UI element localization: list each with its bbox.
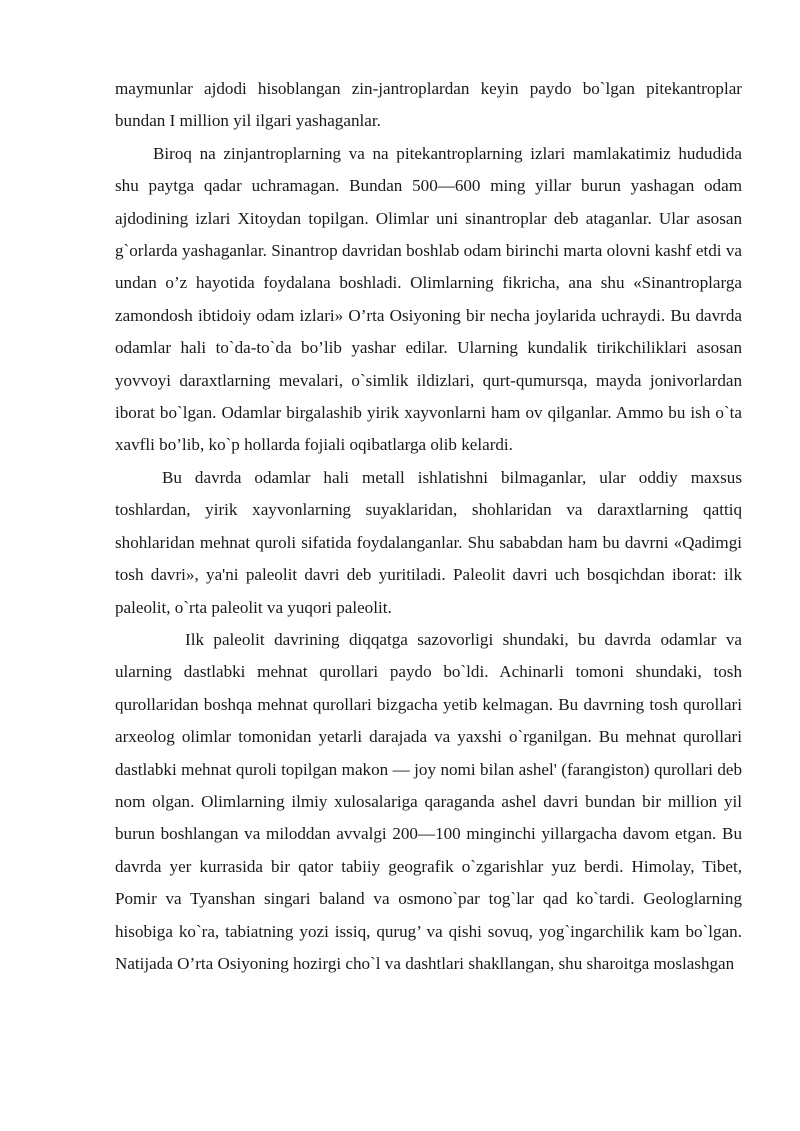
paragraph-4: Ilk paleolit davrining diqqatga sazovorligi shundaki, bu davrda odamlar va ularning dastlabki mehnat qurollari paydo bo`ldi. Achinarli tomoni shundaki, tosh qurollaridan boshqa mehnat qurollari bizgacha yetib kelmagan. Bu davrning tosh qurollari arxeolog olimlar tomonidan yetarli darajada va yaxshi o`rganilgan. Bu mehnat qurollari dastlabki mehnat quroli topilgan makon — joy nomi bilan ashel' (farangiston) qurollari deb nom olgan. Olimlarning ilmiy xulosalariga qaraganda ashel davri bundan bir million yil burun boshlangan va miloddan avvalgi 200—100 minginchi yillargacha davom etgan. Bu davrda yer kurrasida bir qator tabiiy geografik o`zgarishlar yuz berdi. Himolay, Tibet, Pomir va Tyanshan singari baland va osmono`par tog`lar qad ko`tardi. Geologlarning hisobiga ko`ra, tabiatning yozi issiq, qurug’ va qishi sovuq, yog`ingarchilik kam bo`lgan. Natijada O’rta Osiyoning hozirgi cho`l va dashtlari shakllangan, shu sharoitga moslashgan (115, 629, 742, 973)
paragraph-1: maymunlar ajdodi hisoblangan zin-jantroplardan keyin paydo bo`lgan pitekantroplar bundan I million yil ilgari yashaganlar. (115, 79, 742, 131)
paragraph-2: Biroq na zinjantroplarning va na pitekantroplarning izlari mamlakatimiz hududida shu paytga qadar uchramagan. Bundan 500—600 ming yillar burun yashagan odam ajdodining izlari Xitoydan topilgan. Olimlar uni sinantroplar deb ataganlar. Ular asosan g`orlarda yashaganlar. Sinantrop davridan boshlab odam birinchi marta olovni kashf etdi va undan o’z hayotida foydalana boshladi. Olimlarning fikricha, ana shu «Sinantroplarga zamondosh ibtidoiy odam izlari» O’rta Osiyoning bir necha joylarida uchraydi. Bu davrda odamlar hali to`da-to`da bo’lib yashar edilar. Ularning kundalik tirikchiliklari asosan yovvoyi daraxtlarning mevalari, o`simlik ildizlari, qurt-qumursqa, mayda jonivorlardan iborat bo`lgan. Odamlar birgalashib yirik xayvonlarni ham ov qilganlar. Ammo bu ish o`ta xavfli bo’lib, ko`p hollarda fojiali oqibatlarga olib kelardi. (115, 143, 742, 455)
paragraph-3: Bu davrda odamlar hali metall ishlatishni bilmaganlar, ular oddiy maxsus toshlardan, yirik xayvonlarning suyaklaridan, shohlaridan va daraxtlarning qattiq shohlaridan mehnat quroli sifatida foydalanganlar. Shu sababdan ham bu davrni «Qadimgi tosh davri», ya'ni paleolit davri deb yuritiladi. Paleolit davri uch bosqichdan iborat: ilk paleolit, o`rta paleolit va yuqori paleolit. (115, 467, 742, 617)
body-text (115, 73, 742, 980)
